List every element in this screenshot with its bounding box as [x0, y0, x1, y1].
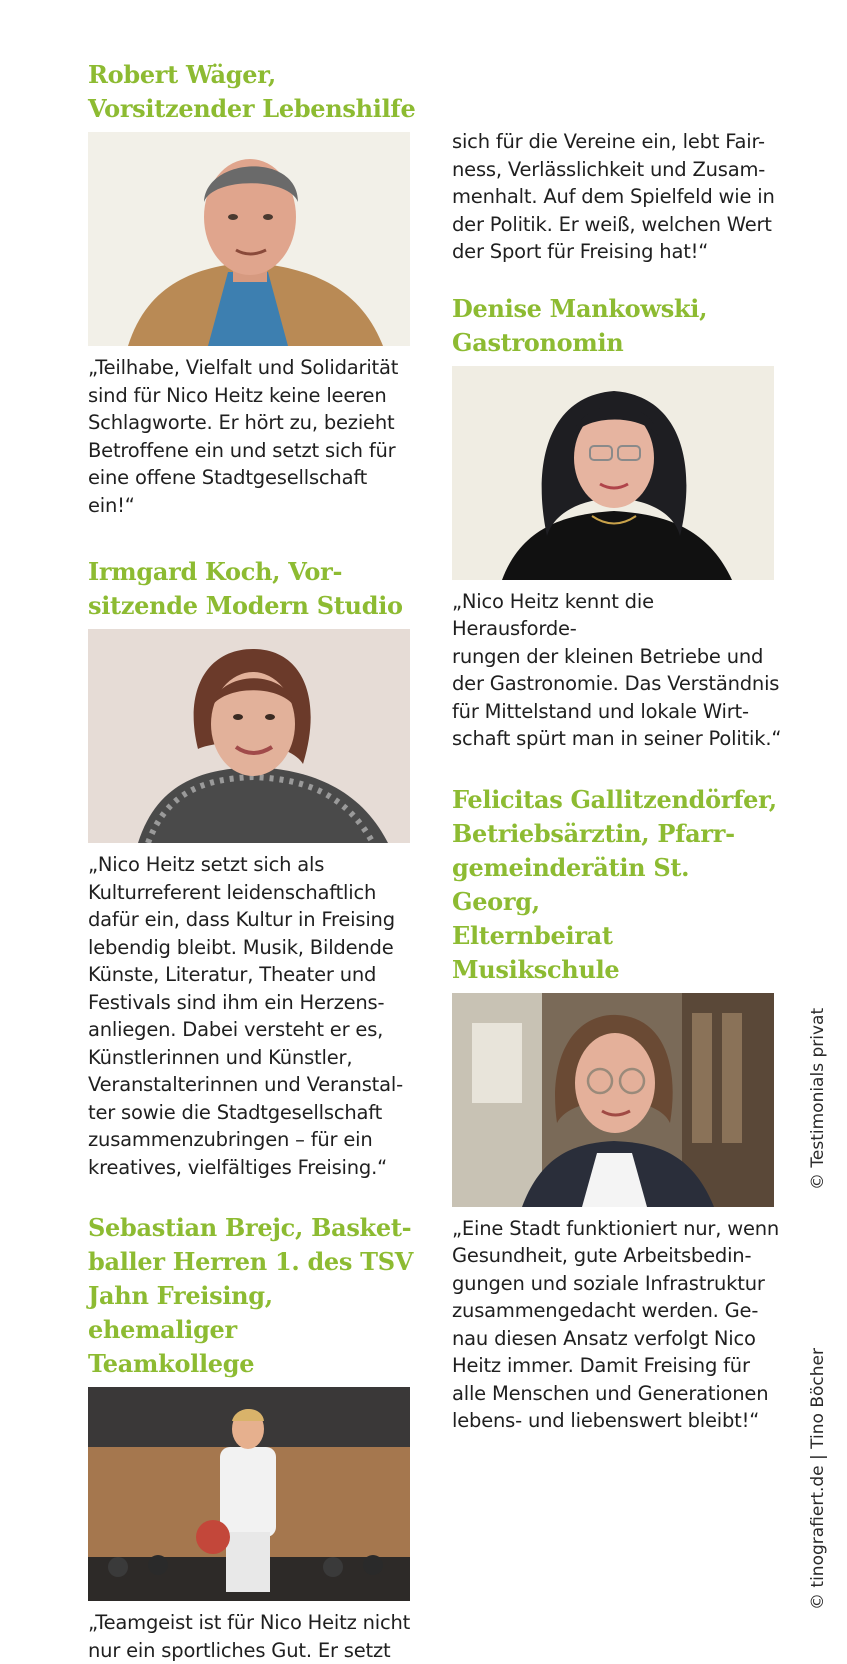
testimonial-name: Denise Mankowski, Gastronomin — [452, 293, 708, 357]
testimonial-quote: „Teilhabe, Vielfalt und Solidarität sind für Nico Heitz keine leeren Schlagworte. Er hört zu, bezieht Betroffene ein und setzt sich für eine offene Stadtgesellschaft ein!“ — [88, 356, 399, 517]
portrait-photo — [452, 993, 774, 1207]
testimonial-name: Sebastian Brejc, Basket- baller Herren 1. des TSV Jahn Freising, ehemaliger Teamkollege — [88, 1213, 414, 1378]
credit-photographer: © tinografiert.de | Tino Böcher — [808, 1348, 828, 1610]
testimonial-name: Irmgard Koch, Vor- sitzende Modern Studio — [88, 557, 403, 620]
testimonial-name: Robert Wäger, Vorsitzender Lebenshilfe — [88, 60, 416, 123]
testimonial-name: Felicitas Gallitzendörfer, Betriebsärztin, Pfarr- gemeinderätin St. Georg, Elternbeirat Musikschule — [452, 784, 777, 984]
testimonial-quote: „Nico Heitz kennt die Herausforde- rungen der kleinen Betriebe und der Gastronomie. Das Verständnis für Mittelstand und lokale Wirt- schaft spürt man in seiner Politik.“ — [452, 589, 782, 750]
testimonial-denise-mankowski — [452, 292, 782, 753]
portrait-photo — [88, 132, 410, 346]
left-column — [88, 58, 418, 1664]
testimonial-quote: „Eine Stadt funktioniert nur, wenn Gesundheit, gute Arbeitsbedin- gungen und soziale Infrastruktur zusammengedacht werden. Ge- nau diesen Ansatz verfolgt Nico Heitz immer. Damit Freising für alle Menschen und Generationen lebens- und liebenswert bleibt!“ — [452, 1216, 780, 1432]
testimonial-quote: „Teamgeist ist für Nico Heitz nicht nur ein sportliches Gut. Er setzt — [88, 1611, 411, 1662]
basketball-photo — [88, 1387, 410, 1601]
portrait-photo — [452, 366, 774, 580]
testimonial-quote-continued: sich für die Vereine ein, lebt Fair- ness, Verlässlichkeit und Zusam- menhalt. Auf dem Spielfeld wie in der Politik. Er weiß, welchen Wert der Sport für Freising hat!“ — [452, 130, 775, 263]
testimonial-quote: „Nico Heitz setzt sich als Kulturreferent leidenschaftlich dafür ein, dass Kultur in Freising lebendig bleibt. Musik, Bildende Künste, Literatur, Theater und Festivals sind ihm ein Herzens- anliegen. Dabei versteht er es, Künstlerinnen und Künstler, Veranstalterinnen und Veranstal- ter sowie die Stadtgesellschaft zusammenzubringen – für ein kreatives, vielfältiges Freising.“ — [88, 853, 403, 1179]
right-column — [452, 128, 782, 1435]
testimonial-sebastian-brejc — [88, 1211, 418, 1664]
testimonial-robert-waeger — [88, 58, 418, 519]
portrait-photo — [88, 629, 410, 843]
testimonial-felicitas-gallitzendoerfer — [452, 783, 782, 1435]
testimonial-irmgard-koch — [88, 555, 418, 1181]
credit-testimonials: © Testimonials privat — [808, 1007, 828, 1190]
